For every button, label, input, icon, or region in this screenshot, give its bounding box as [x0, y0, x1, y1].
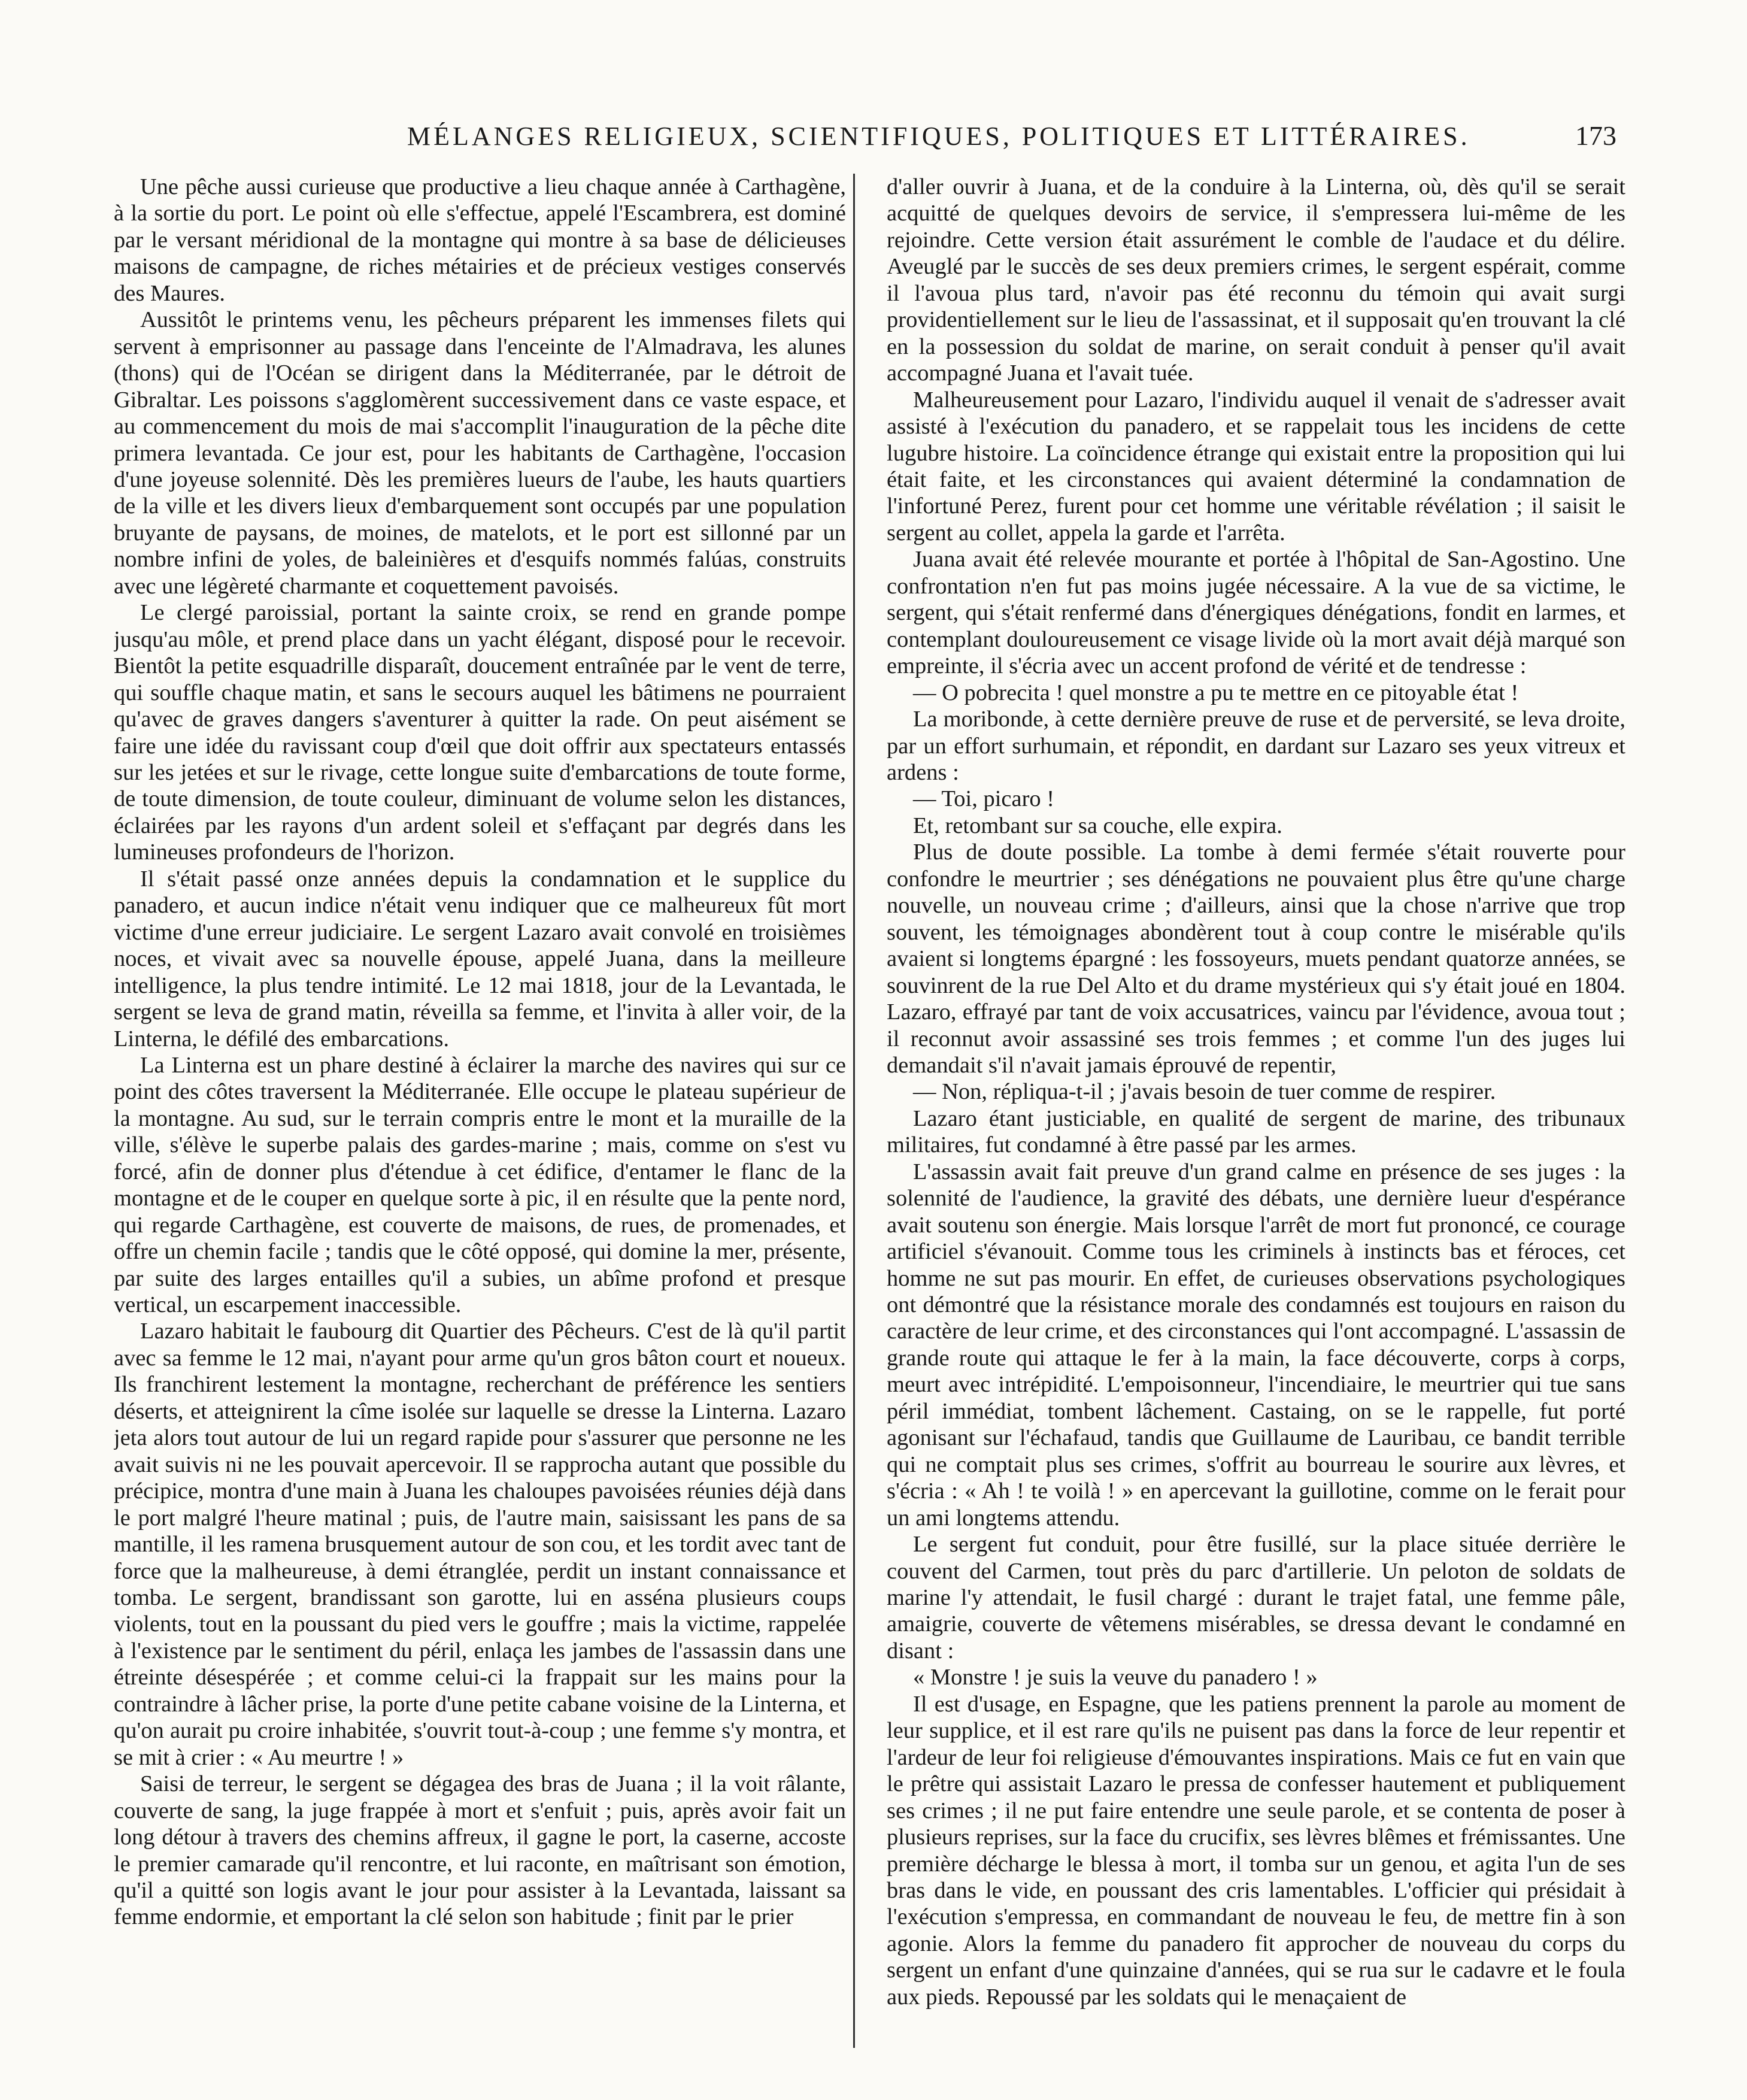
text-columns [114, 174, 1625, 2048]
paragraph: La moribonde, à cette dernière preuve de ruse et de perversité, se leva droite, par un effort surhumain, et répondit, en dardant sur Lazaro ses yeux vitreux et ardens : [887, 707, 1625, 785]
left-column [114, 174, 855, 2048]
paragraph: d'aller ouvrir à Juana, et de la conduire à la Linterna, où, dès qu'il se serait acquitté de quelques devoirs de service, il s'empressera lui-même de les rejoindre. Cette version était assurément le comble de l'audace et du délire. Aveuglé par le succès de ses deux premiers crimes, le sergent espérait, comme il l'avoua plus tard, n'avoir pas été reconnu du témoin qui avait surgi providentiellement sur le lieu de l'assassinat, et il supposait qu'en trouvant la clé en la possession du soldat de marine, on serait conduit à penser qu'il avait accompagné Juana et l'avait tuée. [887, 174, 1625, 386]
paragraph: Et, retombant sur sa couche, elle expira. [913, 813, 1282, 838]
paragraph: Une pêche aussi curieuse que productive a lieu chaque année à Carthagène, à la sortie du port. Le point où elle s'effectue, appelé l'Escambrera, est dominé par le versant méridional de la montagne qui montre à sa base de délicieuses maisons de campagne, de riches métairies et de précieux vestiges conservés des Maures. [114, 174, 846, 306]
paragraph: Il est d'usage, en Espagne, que les patiens prennent la parole au moment de leur supplice, et il est rare qu'ils ne puisent pas dans la force de leur repentir et l'ardeur de leur foi religieuse d'émouvantes inspirations. Mais ce fut en vain que le prêtre qui assistait Lazaro le pressa de confesser hautement et publiquement ses crimes ; il ne put faire entendre une seule parole, et se contenta de poser à plusieurs reprises, sur la face du crucifix, ses lèvres blêmes et frémissantes. Une première décharge le blessa à mort, il tomba sur un genou, et agita l'un de ses bras dans le vide, en poussant des cris lamentables. L'officier qui présidait à l'exécution s'empressa, en commandant de nouveau le feu, de mettre fin à son agonie. Alors la femme du panadero fit approcher de nouveau du corps du sergent un enfant d'une quinzaine d'années, qui se rua sur le cadavre et le foula aux pieds. Repoussé par les soldats qui le menaçaient de [887, 1691, 1625, 2010]
dialogue-line: — Toi, picaro ! [913, 786, 1055, 812]
paragraph: L'assassin avait fait preuve d'un grand calme en présence de ses juges : la solennité de l'audience, la gravité des débats, une dernière lueur d'espérance avait soutenu son énergie. Mais lorsque l'arrêt de mort fut prononcé, ce courage artificiel s'évanouit. Comme tous les criminels à instincts bas et féroces, cet homme ne sut pas mourir. En effet, de curieuses observations psychologiques ont démontré que la résistance morale des condamnés est toujours en raison du caractère de leur crime, et des circonstances qui l'ont accompagné. L'assassin de grande route qui attaque le fer à la main, la face découverte, corps à corps, meurt avec intrépidité. L'empoisonneur, l'incendiaire, le meurtrier qui tue sans péril immédiat, tombent lâchement. Castaing, on se le rappelle, fut porté agonisant sur l'échafaud, tandis que Guillaume de Lauribau, ce bandit terrible qui ne comptait plus ses crimes, s'offrit au bourreau le sourire aux lèvres, et s'écria : « Ah ! te voilà ! » en apercevant la guillotine, comme on le ferait pour un ami longtems attendu. [887, 1159, 1625, 1531]
dialogue-line: — O pobrecita ! quel monstre a pu te mettre en ce pitoyable état ! [913, 680, 1519, 705]
paragraph: Il s'était passé onze années depuis la condamnation et le supplice du panadero, et aucun indice n'était venu indiquer que ce malheureux fût mort victime d'une erreur judiciaire. Le sergent Lazaro avait convolé en troisièmes noces, et vivait avec sa nouvelle épouse, appelé Juana, dans la meilleure intelligence, la plus tendre intimité. Le 12 mai 1818, jour de la Levantada, le sergent se leva de grand matin, réveilla sa femme, et l'invita à aller voir, de la Linterna, le défilé des embarcations. [114, 866, 846, 1051]
paragraph: Malheureusement pour Lazaro, l'individu auquel il venait de s'adresser avait assisté à l'exécution du panadero, et se rappelait tous les incidens de cette lugubre histoire. La coïncidence étrange qui existait entre la proposition qui lui était faite, et les circonstances qui avaient déterminé la condamnation de l'infortuné Perez, furent pour cet homme une véritable révélation ; il saisit le sergent au collet, appela la garde et l'arrêta. [887, 387, 1625, 546]
page-header [407, 120, 1616, 168]
dialogue-line: « Monstre ! je suis la veuve du panadero ! » [913, 1665, 1318, 1690]
paragraph: Saisi de terreur, le sergent se dégagea des bras de Juana ; il la voit râlante, couverte de sang, la juge frappée à mort et s'enfuit ; puis, après avoir fait un long détour à travers des chemins affreux, il gagne le port, la caserne, accoste le premier camarade qu'il rencontre, et lui raconte, en maîtrisant son émotion, qu'il a quitté son logis avant le jour pour assister à la Levantada, laissant sa femme endormie, et emportant la clé selon son habitude ; finit par le prier [114, 1771, 846, 1930]
paragraph: La Linterna est un phare destiné à éclairer la marche des navires qui sur ce point des côtes traversent la Méditerranée. Elle occupe le plateau supérieur de la montagne. Au sud, sur le terrain compris entre le mont et la muraille de la ville, s'élève le superbe palais des gardes-marine ; mais, comme on s'est vu forcé, afin de donner plus d'étendue à cet édifice, d'entamer le flanc de la montagne et de le couper en quelque sorte à pic, il en résulte que la pente nord, qui regarde Carthagène, est couverte de maisons, de rues, de promenades, et offre un chemin facile ; tandis que le côté opposé, qui domine la mer, présente, par suite des larges entailles qu'il a subies, un abîme profond et presque vertical, un escarpement inaccessible. [114, 1052, 846, 1318]
paragraph: Juana avait été relevée mourante et portée à l'hôpital de San-Agostino. Une confrontation n'en fut pas moins jugée nécessaire. A la vue de sa victime, le sergent, qui s'était renfermé dans d'énergiques dénégations, fondit en larmes, et contemplant douloureusement ce visage livide où la mort avait déjà marqué son empreinte, il s'écria avec un accent profond de vérité et de tendresse : [887, 547, 1625, 679]
right-column [884, 174, 1625, 2048]
paragraph: Le sergent fut conduit, pour être fusillé, sur la place située derrière le couvent del Carmen, tout près du parc d'artillerie. Un peloton de soldats de marine l'y attendait, le fusil chargé : durant le trajet fatal, une femme pâle, amaigrie, couverte de vêtemens misérables, se dressa devant le condamné en disant : [887, 1532, 1625, 1663]
page-number: 173 [1575, 120, 1616, 151]
dialogue-line: — Non, répliqua-t-il ; j'avais besoin de tuer comme de respirer. [913, 1079, 1496, 1105]
paragraph: Le clergé paroissial, portant la sainte croix, se rend en grande pompe jusqu'au môle, et prend place dans un yacht élégant, disposé pour le recevoir. Bientôt la petite esquadrille disparaît, doucement entraînée par le vent de terre, qui souffle chaque matin, et sans le secours auquel les bâtimens ne pourraient qu'avec de graves dangers s'aventurer à quitter la rade. On peut aisément se faire une idée du ravissant coup d'œil que doit offrir aux spectateurs entassés sur les jetées et sur le rivage, cette longue suite d'embarcations de toute forme, de toute dimension, de toute couleur, diminuant de volume selon les distances, éclairées par les rayons d'un ardent soleil et s'effaçant par degrés dans les lumineuses profondeurs de l'horizon. [114, 600, 846, 865]
paragraph: Lazaro habitait le faubourg dit Quartier des Pêcheurs. C'est de là qu'il partit avec sa femme le 12 mai, n'ayant pour arme qu'un gros bâton court et noueux. Ils franchirent lestement la montagne, recherchant de préférence les sentiers déserts, et atteignirent la cîme isolée sur laquelle se dresse la Linterna. Lazaro jeta alors tout autour de lui un regard rapide pour s'assurer que personne ne les avait suivis ni ne les pouvait apercevoir. Il se rapprocha autant que possible du précipice, montra d'une main à Juana les chaloupes pavoisées réunies déjà dans le port malgré l'heure matinal ; puis, de l'autre main, saisissant les pans de sa mantille, il les ramena brusquement autour de son cou, et les tordit avec tant de force que la malheureuse, à demi étranglée, perdit un instant connaissance et tomba. Le sergent, brandissant son garotte, lui en asséna plusieurs coups violents, tout en la poussant du pied vers le gouffre ; mais la victime, rappelée à l'existence par le sentiment du péril, enlaça les jambes de l'assassin dans une étreinte désespérée ; et comme celui-ci la frappait sur les mains pour la contraindre à lâcher prise, la porte d'une petite cabane voisine de la Linterna, et qu'on aurait pu croire inhabitée, s'ouvrit tout-à-coup ; une femme s'y montra, et se mit à crier : « Au meurtre ! » [114, 1319, 846, 1770]
paragraph: Plus de doute possible. La tombe à demi fermée s'était rouverte pour confondre le meurtrier ; ses dénégations ne pouvaient plus être qu'une charge nouvelle, un nouveau crime ; d'ailleurs, ainsi que la chose n'arrive que trop souvent, les témoignages abondèrent tout à coup contre le misérable qu'ils avaient si longtems épargné : les fossoyeurs, muets pendant quatorze années, se souvinrent de la rue Del Alto et du drame mystérieux qui s'y était joué en 1804. Lazaro, effrayé par tant de voix accusatrices, vaincu par l'évidence, avoua tout ; il reconnut avoir assassiné ses trois femmes ; et comme l'un des juges lui demandait s'il n'avait jamais éprouvé de repentir, [887, 840, 1625, 1078]
running-head: MÉLANGES RELIGIEUX, SCIENTIFIQUES, POLITIQUES ET LITTÉRAIRES. [407, 122, 1470, 151]
paragraph: Aussitôt le printems venu, les pêcheurs préparent les immenses filets qui servent à emprisonner au passage dans l'enceinte de l'Almadrava, les alunes (thons) qui de l'Océan se dirigent dans la Méditerranée, par le détroit de Gibraltar. Les poissons s'agglomèrent successivement dans ce vaste espace, et au commencement du mois de mai s'accomplit l'inauguration de la pêche dite primera levantada. Ce jour est, pour les habitants de Carthagène, l'occasion d'une joyeuse solennité. Dès les premières lueurs de l'aube, les hauts quartiers de la ville et les divers lieux d'embarquement sont occupés par une population bruyante de paysans, de moines, de matelots, et le port est sillonné par un nombre infini de yoles, de baleinières et d'esquifs nommés falúas, construits avec une légèreté charmante et coquettement pavoisés. [114, 307, 846, 599]
paragraph: Lazaro étant justiciable, en qualité de sergent de marine, des tribunaux militaires, fut condamné à être passé par les armes. [887, 1105, 1625, 1158]
